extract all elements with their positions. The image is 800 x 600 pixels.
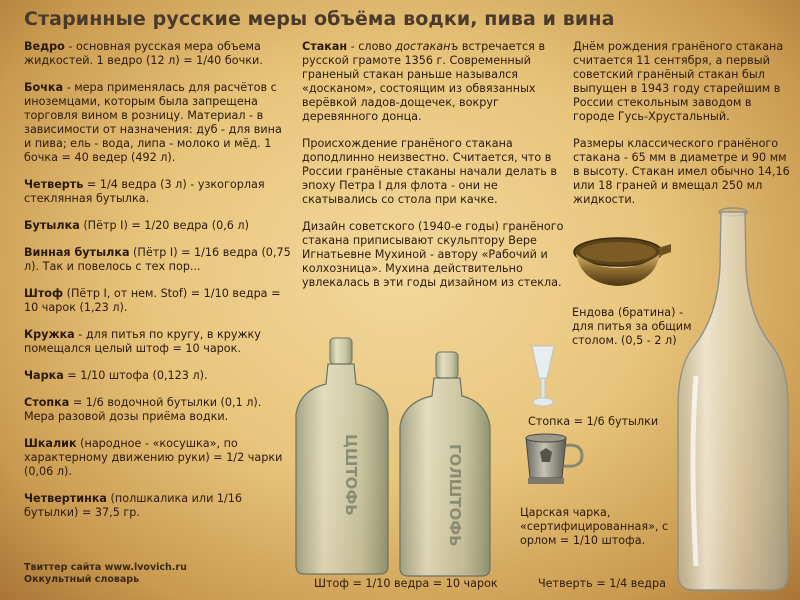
entry-shkalik bbox=[24, 437, 292, 479]
column-stakan bbox=[302, 40, 564, 303]
text-stopka: = 1/6 водочной бутылки (0,1 л). Мера разовой дозы приёма водки. bbox=[24, 396, 262, 423]
text-chetvert: = 1/4 ведра (3 л) - узкогорлая стеклянная бутылка. bbox=[24, 178, 265, 205]
column-glass-facts bbox=[573, 40, 795, 220]
term-charka: Чарка bbox=[24, 369, 64, 382]
term-shkalik: Шкалик bbox=[24, 437, 77, 450]
term-chetvertinka: Четвертинка bbox=[24, 492, 107, 505]
entry-vedro bbox=[24, 40, 292, 68]
column-measures bbox=[24, 40, 292, 533]
shtof-bottles-image bbox=[294, 334, 494, 578]
term-stakan: Стакан bbox=[302, 40, 348, 53]
text-bochka: - мера применялась для расчётов с иноземцами, которым была запрещена торговля вином в розницу. Материал - в зависимости от назначения: дуб - для вина и пива; ель - вода, липа - молоко и мёд. 1 бочка = 40 ведер (492 л). bbox=[24, 81, 282, 164]
credit-twitter-link[interactable]: Твиттер сайта www.lvovich.ru bbox=[24, 562, 187, 573]
term-vinnaya: Винная бутылка bbox=[24, 246, 130, 259]
page-title: Старинные русские меры объёма водки, пива и вина bbox=[24, 8, 615, 30]
entry-vinnaya bbox=[24, 246, 292, 274]
stakan-pre: - слово bbox=[347, 40, 396, 53]
credit-dictionary: Оккультный словарь bbox=[24, 574, 140, 585]
stakan-design-paragraph: Дизайн советского (1940-е годы) гранёного стакана приписывают скульптору Вере Игнатьевне Мухиной - автору «Рабочий и колхозница». Мухина действительно увлекалась в эти годы дизайном из стекла. bbox=[302, 220, 564, 289]
term-vedro: Ведро bbox=[24, 40, 65, 53]
term-bochka: Бочка bbox=[24, 81, 64, 94]
caption-stopka: Стопка = 1/6 бутылки bbox=[528, 415, 659, 428]
caption-chetvert: Четверть = 1/4 ведра bbox=[538, 577, 666, 590]
stakan-origin-paragraph bbox=[302, 40, 564, 124]
entry-chetvertinka bbox=[24, 492, 292, 520]
entry-shtof bbox=[24, 287, 292, 315]
site-credit bbox=[24, 562, 187, 586]
term-kruzhka: Кружка bbox=[24, 328, 75, 341]
stakan-old-word: достаканъ bbox=[395, 40, 459, 53]
text-shtof: (Пётр I, от нем. Stof) = 1/10 ведра = 10 чарок (1,23 л). bbox=[24, 287, 281, 314]
text-butylka: (Пётр I) = 1/20 ведра (0,6 л) bbox=[79, 219, 249, 232]
tsarskaya-charka-image bbox=[522, 432, 588, 490]
entry-bochka bbox=[24, 81, 292, 165]
entry-kruzhka bbox=[24, 328, 292, 356]
term-shtof: Штоф bbox=[24, 287, 64, 300]
caption-endova: Ендова (братина) - для питья за общим столом. (0,5 - 2 л) bbox=[572, 306, 692, 347]
caption-tsarskaya: Царская чарка, «сертифицированная», с орлом = 1/10 штофа. bbox=[520, 506, 669, 547]
bottle-embossing-left: ЦШТОФЬ bbox=[342, 434, 360, 516]
text-vedro: - основная русская мера объема жидкостей. 1 ведро (12 л) = 1/40 бочки. bbox=[24, 40, 263, 67]
stopka-glass-image bbox=[530, 344, 556, 410]
text-charka: = 1/10 штофа (0,123 л). bbox=[63, 369, 208, 382]
stakan-rest: встречается в русской грамоте 1356 г. Современный граненый стакан раньше назывался «досканом», состоящим из обвязанных верёвкой ладов-дощечек, вокруг деревянного донца. bbox=[302, 40, 546, 123]
entry-stopka bbox=[24, 396, 292, 424]
text-vinnaya: (Пётр I) = 1/16 ведра (0,75 л). Так и повелось с тех пор... bbox=[24, 246, 291, 273]
endova-bowl-image bbox=[572, 232, 672, 294]
entry-charka bbox=[24, 369, 292, 383]
caption-shtof: Штоф = 1/10 ведра = 10 чарок bbox=[314, 577, 498, 590]
term-stopka: Стопка bbox=[24, 396, 70, 409]
stakan-history-paragraph: Происхождение гранёного стакана доподлинно неизвестно. Считается, что в России гранёные стаканы начали делать в эпоху Петра I для флота - они не скатывались со стола при качке. bbox=[302, 137, 557, 206]
text-kruzhka: - для питья по кругу, в кружку помещался целый штоф = 10 чарок. bbox=[24, 328, 261, 355]
term-butylka: Бутылка bbox=[24, 219, 80, 232]
bottle-embossing-right: ГОЛШТОФЬ bbox=[446, 444, 464, 547]
text-shkalik: (народное - «косушка», по характерному движению руки) = 1/2 чарки (0,06 л). bbox=[24, 437, 283, 478]
glass-size-paragraph: Размеры классического гранёного стакана - 65 мм в диаметре и 90 мм в высоту. Стакан имел обычно 14,16 или 18 граней и вмещал 250 мл жидкости. bbox=[573, 137, 790, 206]
entry-butylka bbox=[24, 219, 292, 233]
entry-chetvert bbox=[24, 178, 292, 206]
text-chetvertinka: (полшкалика или 1/16 бутылки) = 37,5 гр. bbox=[24, 492, 243, 519]
glass-birthday-paragraph: Днём рождения гранёного стакана считается 11 сентября, а первый советский гранёный стакан был выпущен в 1943 году старейшим в России стекольным заводом в городе Гусь-Хрустальный. bbox=[573, 40, 784, 123]
term-chetvert: Четверть bbox=[24, 178, 84, 191]
chetvert-bottle-image bbox=[676, 206, 790, 596]
